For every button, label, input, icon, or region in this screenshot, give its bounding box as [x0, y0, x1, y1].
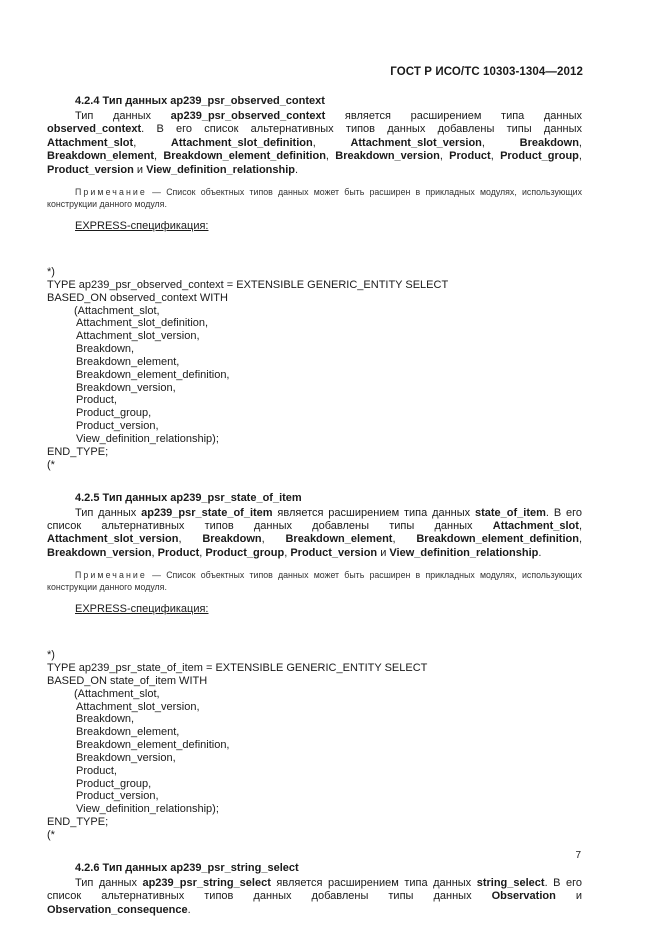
type-name: observed_context: [47, 123, 142, 136]
code-line: BASED_ON state_of_item WITH: [47, 674, 208, 687]
type-name: Observation: [491, 890, 556, 903]
code-line: Product,: [76, 394, 117, 407]
express-spec-text: EXPRESS-спецификация:: [75, 603, 209, 616]
section-paragraph-4-2-6: [47, 877, 582, 917]
code-line: Product_group,: [76, 407, 152, 420]
type-name: Breakdown: [519, 136, 579, 149]
type-name: Product_group: [500, 150, 579, 163]
note-label: Примечание: [75, 187, 147, 198]
para-text: ,: [490, 150, 501, 163]
type-name: Product_group: [205, 546, 285, 559]
para-text: .: [538, 546, 542, 559]
type-name: Breakdown_element: [285, 533, 393, 546]
express-spec-text: EXPRESS-спецификация:: [75, 220, 209, 233]
type-name: Attachment_slot_definition: [170, 136, 313, 149]
para-text: ,: [578, 136, 582, 149]
para-text: ,: [392, 533, 417, 546]
para-text: является расширением типа данных: [325, 110, 582, 122]
type-name: Breakdown_element_definition: [416, 533, 579, 546]
type-name: Product_version: [290, 546, 378, 559]
section-heading-4-2-6: 4.2.6 Тип данных ap239_psr_string_select: [75, 861, 299, 874]
code-line: Breakdown,: [76, 713, 135, 726]
para-text: . В его список альтернативных типов данных добавлены типы данных: [47, 506, 582, 532]
code-line: Attachment_slot_version,: [76, 330, 200, 343]
para-text: ,: [439, 150, 450, 163]
section-heading-4-2-4: 4.2.4 Тип данных ap239_psr_observed_context: [75, 95, 325, 107]
express-code-block-4-2-4: [47, 246, 582, 472]
para-text: Тип данных: [75, 506, 142, 519]
code-line: Product_version,: [76, 420, 159, 433]
type-name: View_definition_relationship: [146, 163, 296, 176]
code-line: (*: [47, 828, 55, 841]
para-text: ,: [312, 136, 351, 149]
code-line: Product_version,: [76, 790, 159, 803]
para-text: ,: [578, 519, 582, 532]
type-name: ap239_psr_string_select: [142, 876, 271, 889]
type-name: Attachment_slot_version: [350, 136, 482, 149]
type-name: Breakdown_version: [335, 150, 440, 163]
para-text: ,: [578, 533, 582, 546]
note-4-2-5: [47, 569, 582, 593]
code-line: (*: [47, 458, 55, 471]
code-line: Breakdown_version,: [76, 381, 176, 394]
note-text: — Список объектных типов данных может быть расширен в прикладных модулях, использующих конструкции данного модуля.: [47, 187, 582, 210]
type-name: View_definition_relationship: [389, 546, 539, 559]
code-line: Breakdown,: [76, 343, 135, 356]
spacer: [47, 629, 582, 649]
note-text: — Список объектных типов данных может быть расширен в прикладных модулях, использующих конструкции данного модуля.: [47, 570, 582, 593]
spacer: [47, 246, 582, 266]
para-text: ,: [578, 150, 582, 163]
type-name: Attachment_slot: [47, 136, 134, 149]
para-text: ,: [178, 533, 203, 546]
para-text: является расширением типа данных: [272, 506, 475, 519]
code-line: View_definition_relationship);: [76, 803, 219, 816]
code-line: END_TYPE;: [47, 445, 109, 458]
para-text: ,: [151, 546, 158, 559]
para-text: ,: [133, 136, 171, 149]
para-text: ,: [199, 546, 206, 559]
code-line: (Attachment_slot,: [74, 304, 160, 317]
express-code-block-4-2-5: [47, 629, 582, 842]
type-name: string_select: [476, 876, 545, 889]
type-name: Breakdown_element: [47, 150, 154, 163]
type-name: state_of_item: [475, 506, 546, 519]
code-line: Product_group,: [76, 777, 152, 790]
type-name: ap239_psr_observed_context: [170, 110, 326, 122]
para-text: Тип данных: [75, 110, 171, 122]
type-name: Product_version: [47, 163, 134, 176]
code-line: Breakdown_version,: [76, 751, 176, 764]
section-paragraph-4-2-5: [47, 507, 582, 561]
para-text: . В его список альтернативных типов данных добавлены типы данных: [47, 876, 583, 903]
note-4-2-4: [47, 186, 582, 210]
para-text: . В его список альтернативных типов данных добавлены типы данных: [141, 123, 582, 136]
para-text: и: [555, 890, 583, 903]
code-line: *): [47, 649, 55, 662]
note-label: Примечание: [75, 570, 147, 581]
code-line: Breakdown_element,: [76, 355, 180, 368]
para-text: Тип данных: [75, 876, 143, 889]
type-name: Product: [157, 546, 200, 559]
express-spec-label: [75, 219, 582, 233]
express-spec-label: [75, 602, 582, 616]
code-line: Breakdown_element_definition,: [76, 739, 230, 752]
code-line: Breakdown_element,: [76, 726, 180, 739]
para-text: ,: [325, 150, 336, 163]
section-paragraph-4-2-4: [47, 110, 582, 177]
type-name: Attachment_slot_version: [47, 533, 179, 546]
page-content: [47, 94, 582, 917]
type-name: ap239_psr_state_of_item: [141, 506, 273, 519]
code-line: TYPE ap239_psr_observed_context = EXTENSIBLE GENERIC_ENTITY SELECT: [47, 278, 449, 291]
page-header-title: ГОСТ Р ИСО/ТС 10303-1304—2012: [390, 66, 583, 78]
code-line: View_definition_relationship);: [76, 433, 219, 445]
code-line: Attachment_slot_version,: [76, 700, 200, 713]
para-text: и: [133, 163, 147, 176]
para-text: ,: [261, 533, 286, 546]
code-line: Attachment_slot_definition,: [76, 317, 209, 330]
type-name: Observation_consequence: [47, 903, 188, 916]
code-line: (Attachment_slot,: [74, 687, 160, 700]
code-line: END_TYPE;: [47, 816, 109, 829]
para-text: .: [295, 163, 299, 176]
type-name: Breakdown_element_definition: [163, 150, 326, 163]
section-heading-4-2-5: 4.2.5 Тип данных ap239_psr_state_of_item: [75, 491, 302, 504]
code-line: TYPE ap239_psr_state_of_item = EXTENSIBLE GENERIC_ENTITY SELECT: [47, 662, 428, 674]
para-text: .: [187, 903, 191, 916]
para-text: является расширением типа данных: [270, 876, 477, 889]
para-text: ,: [284, 546, 291, 559]
para-text: и: [377, 546, 390, 559]
code-line: Breakdown_element_definition,: [76, 368, 230, 381]
page-number: 7: [575, 850, 581, 861]
code-line: *): [47, 266, 55, 279]
type-name: Breakdown: [202, 533, 262, 546]
code-line: Product,: [76, 764, 117, 777]
type-name: Product: [449, 150, 491, 163]
type-name: Breakdown_version: [47, 546, 152, 559]
code-line: BASED_ON observed_context WITH: [47, 291, 228, 304]
para-text: ,: [153, 150, 164, 163]
type-name: Attachment_slot: [492, 519, 579, 532]
para-text: ,: [481, 136, 520, 149]
